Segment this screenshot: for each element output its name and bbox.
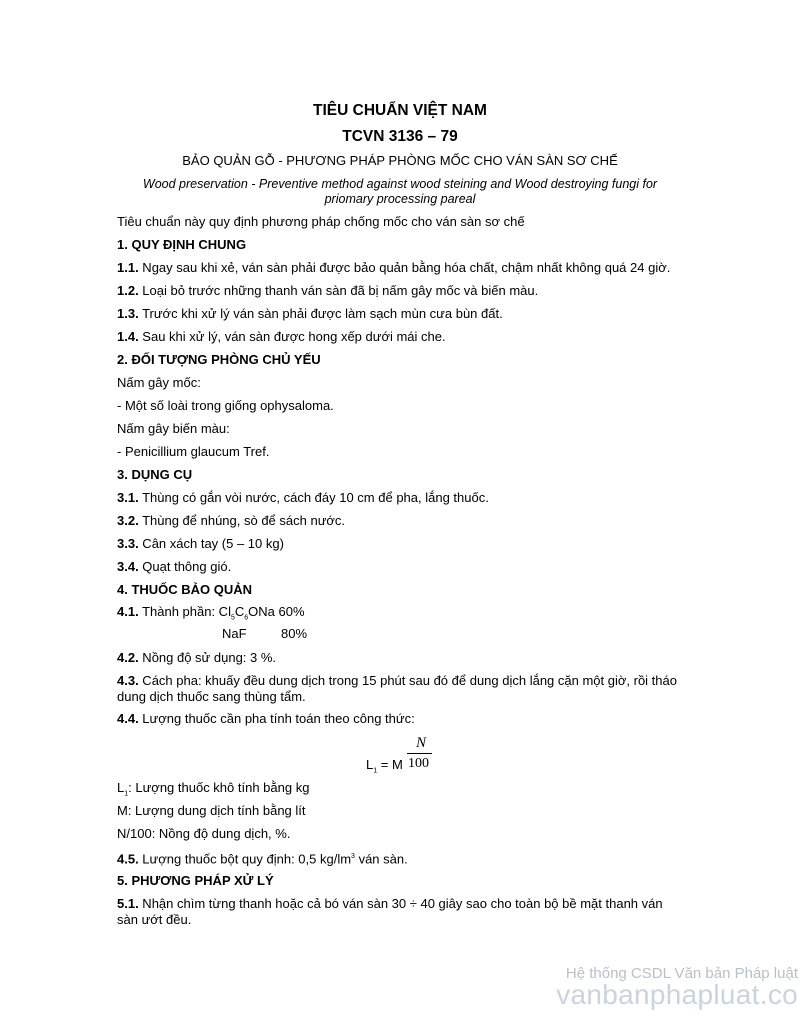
item-number: 3.4. [117, 559, 139, 574]
item-4-2 [117, 650, 276, 666]
superscript: 3 [351, 853, 355, 860]
item-number: 5.1. [117, 896, 139, 911]
item-text: Ngay sau khi xẻ, ván sàn phải được bảo quản bằng hóa chất, chậm nhất không quá 24 giờ. [138, 260, 671, 275]
english-title: Wood preservation - Preventive method against wood steining and Wood destroying fungi for priomary processing pareal [142, 177, 658, 206]
fungi-stain-item: - Penicillium glaucum Tref. [117, 444, 270, 459]
item-4-5 [117, 849, 408, 867]
item-4-3 [117, 673, 687, 705]
fungi-mold-label: Nấm gây mốc: [117, 375, 201, 390]
formula-numerator: N [416, 735, 427, 751]
item-number: 4.2. [117, 650, 139, 665]
item-3-3 [117, 536, 284, 552]
item-text: ván sàn. [354, 851, 408, 867]
item-text: Loại bỏ trước những thanh ván sàn đã bị nấm gây mốc và biến màu. [138, 283, 539, 298]
document-title: TIÊU CHUẨN VIỆT NAM [313, 102, 487, 119]
item-text: Nhận chìm từng thanh hoặc cả bó ván sàn 30 ÷ 40 giây sao cho toàn bộ bề mặt thanh ván sàn ướt đều. [117, 896, 663, 927]
formula-equals-m: = M [377, 757, 403, 772]
item-4-4 [117, 711, 415, 727]
watermark-caption: Hệ thống CSDL Văn bản Pháp luật [565, 965, 798, 982]
section-2-heading: 2. ĐỐI TƯỢNG PHÒNG CHỦ YẾU [117, 352, 321, 367]
watermark-domain: vanbanphapluat.co [556, 979, 798, 1010]
subscript: 1 [124, 790, 129, 798]
subscript: 1 [373, 767, 378, 775]
composition-text: ONa 60% [248, 604, 305, 619]
item-number: 3.3. [117, 536, 139, 551]
item-text: Thùng để nhúng, sò để sách nước. [138, 513, 346, 528]
item-5-1 [117, 896, 687, 928]
item-text: Cân xách tay (5 – 10 kg) [138, 536, 284, 551]
definition-m: M: Lượng dung dịch tính bằng lít [117, 803, 306, 818]
section-1-heading: 1. QUY ĐỊNH CHUNG [117, 237, 247, 252]
item-number: 1.4. [117, 329, 139, 344]
intro-text: Tiêu chuẩn này quy định phương pháp chống mốc cho ván sàn sơ chế [117, 214, 525, 229]
item-number: 3.1. [117, 490, 139, 505]
item-number: 1.2. [117, 283, 139, 298]
item-text: Thùng có gắn vòi nước, cách đáy 10 cm để pha, lắng thuốc. [138, 490, 489, 505]
composition-text: Thành phần: Cl [138, 604, 231, 619]
naf-label: NaF [222, 626, 247, 641]
item-number: 1.1. [117, 260, 139, 275]
item-1-4 [117, 329, 446, 345]
section-3-heading: 3. DỤNG CỤ [117, 467, 193, 482]
formula-l: L [366, 757, 374, 772]
fraction-bar [407, 753, 432, 754]
item-text: Trước khi xử lý ván sàn phải được làm sạch mùn cưa bùn đất. [138, 306, 503, 321]
formula-denominator: 100 [408, 756, 429, 771]
dosage-formula [366, 735, 446, 775]
item-number: 4.5. [117, 851, 139, 867]
item-number: 1.3. [117, 306, 139, 321]
naf-percent: 80% [281, 626, 308, 641]
section-4-heading: 4. THUỐC BẢO QUẢN [117, 582, 253, 597]
item-text: Lượng thuốc bột quy định: 0,5 kg/lm [138, 851, 352, 867]
document-subtitle: BẢO QUẢN GỖ - PHƯƠNG PHÁP PHÒNG MỐC CHO VÁN SÀN SƠ CHẾ [182, 153, 618, 168]
item-text: Quạt thông gió. [138, 559, 232, 574]
formula-lhs [366, 757, 403, 775]
item-number: 4.1. [117, 604, 139, 619]
fungi-mold-item: - Một số loài trong giống ophysaloma. [117, 398, 334, 413]
subscript: 6 [244, 614, 249, 622]
def-text: : Lượng thuốc khô tính bằng kg [128, 780, 310, 795]
composition-text: C [234, 604, 245, 619]
item-text: Cách pha: khuấy đều dung dịch trong 15 phút sau đó để dung dịch lắng cặn một giờ, rồi tháo dung dịch thuốc sang thùng tẩm. [117, 673, 677, 704]
item-number: 3.2. [117, 513, 139, 528]
item-text: Nồng độ sử dụng: 3 %. [138, 650, 277, 665]
definition-n: N/100: Nồng độ dung dịch, %. [117, 826, 291, 841]
item-3-1 [117, 490, 489, 506]
item-1-3 [117, 306, 503, 322]
item-3-4 [117, 559, 231, 575]
fungi-stain-label: Nấm gây biến màu: [117, 421, 230, 436]
def-symbol: L [117, 780, 125, 795]
standard-code: TCVN 3136 – 79 [342, 128, 458, 145]
item-1-1 [117, 260, 670, 276]
item-1-2 [117, 283, 538, 299]
item-4-1 [117, 604, 305, 627]
item-number: 4.4. [117, 711, 139, 726]
subscript: 5 [230, 614, 235, 622]
section-5-heading: 5. PHƯƠNG PHÁP XỬ LÝ [117, 873, 274, 888]
item-number: 4.3. [117, 673, 139, 688]
item-text: Lượng thuốc cần pha tính toán theo công thức: [138, 711, 415, 726]
definition-l1 [117, 780, 309, 803]
item-text: Sau khi xử lý, ván sàn được hong xếp dưới mái che. [138, 329, 446, 344]
item-3-2 [117, 513, 345, 529]
